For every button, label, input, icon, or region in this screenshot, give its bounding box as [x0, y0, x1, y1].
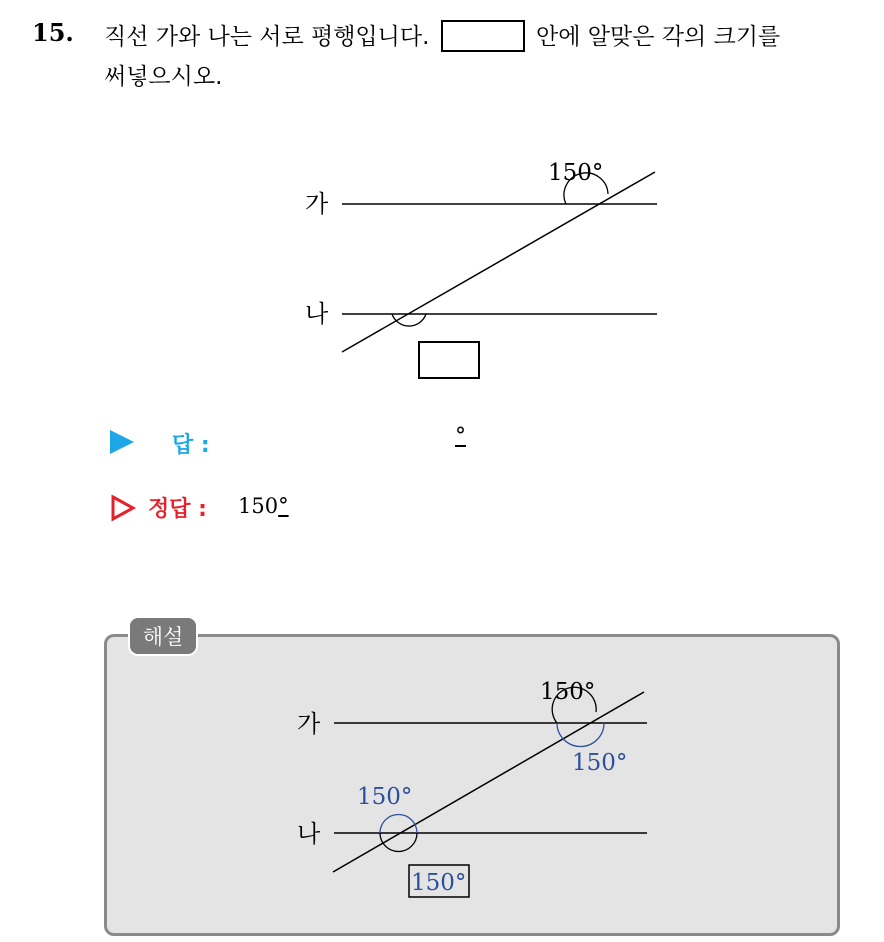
sol-angle-boxed: 150° — [411, 870, 467, 896]
label-ga: 가 — [305, 190, 329, 218]
given-angle: 150° — [548, 160, 604, 186]
correct-unit: ° — [278, 494, 289, 518]
label-na: 나 — [305, 300, 329, 328]
solution-tab: 해설 — [128, 616, 198, 656]
question-number: 15. — [32, 18, 74, 47]
sol-angle-bottom-above: 150° — [357, 784, 413, 810]
sol-label-na: 나 — [297, 820, 321, 848]
answer-unit: ° — [455, 424, 466, 449]
sol-given-angle: 150° — [540, 679, 596, 705]
question-text-line2: 써넣으시오. — [104, 64, 223, 90]
question-text-after: 안에 알맞은 각의 크기를 — [536, 24, 781, 50]
answer-label: 답 : — [172, 433, 210, 458]
sol-arc-bottom-above — [380, 815, 417, 834]
sol-arc-top-below — [557, 723, 604, 746]
correct-number: 150 — [238, 494, 279, 518]
sol-label-ga: 가 — [297, 710, 321, 738]
sol-angle-top-below: 150° — [572, 750, 628, 776]
sol-transversal — [333, 692, 644, 872]
question-text-before: 직선 가와 나는 서로 평행입니다. — [104, 24, 430, 50]
correct-label: 정답 : — [148, 497, 207, 522]
